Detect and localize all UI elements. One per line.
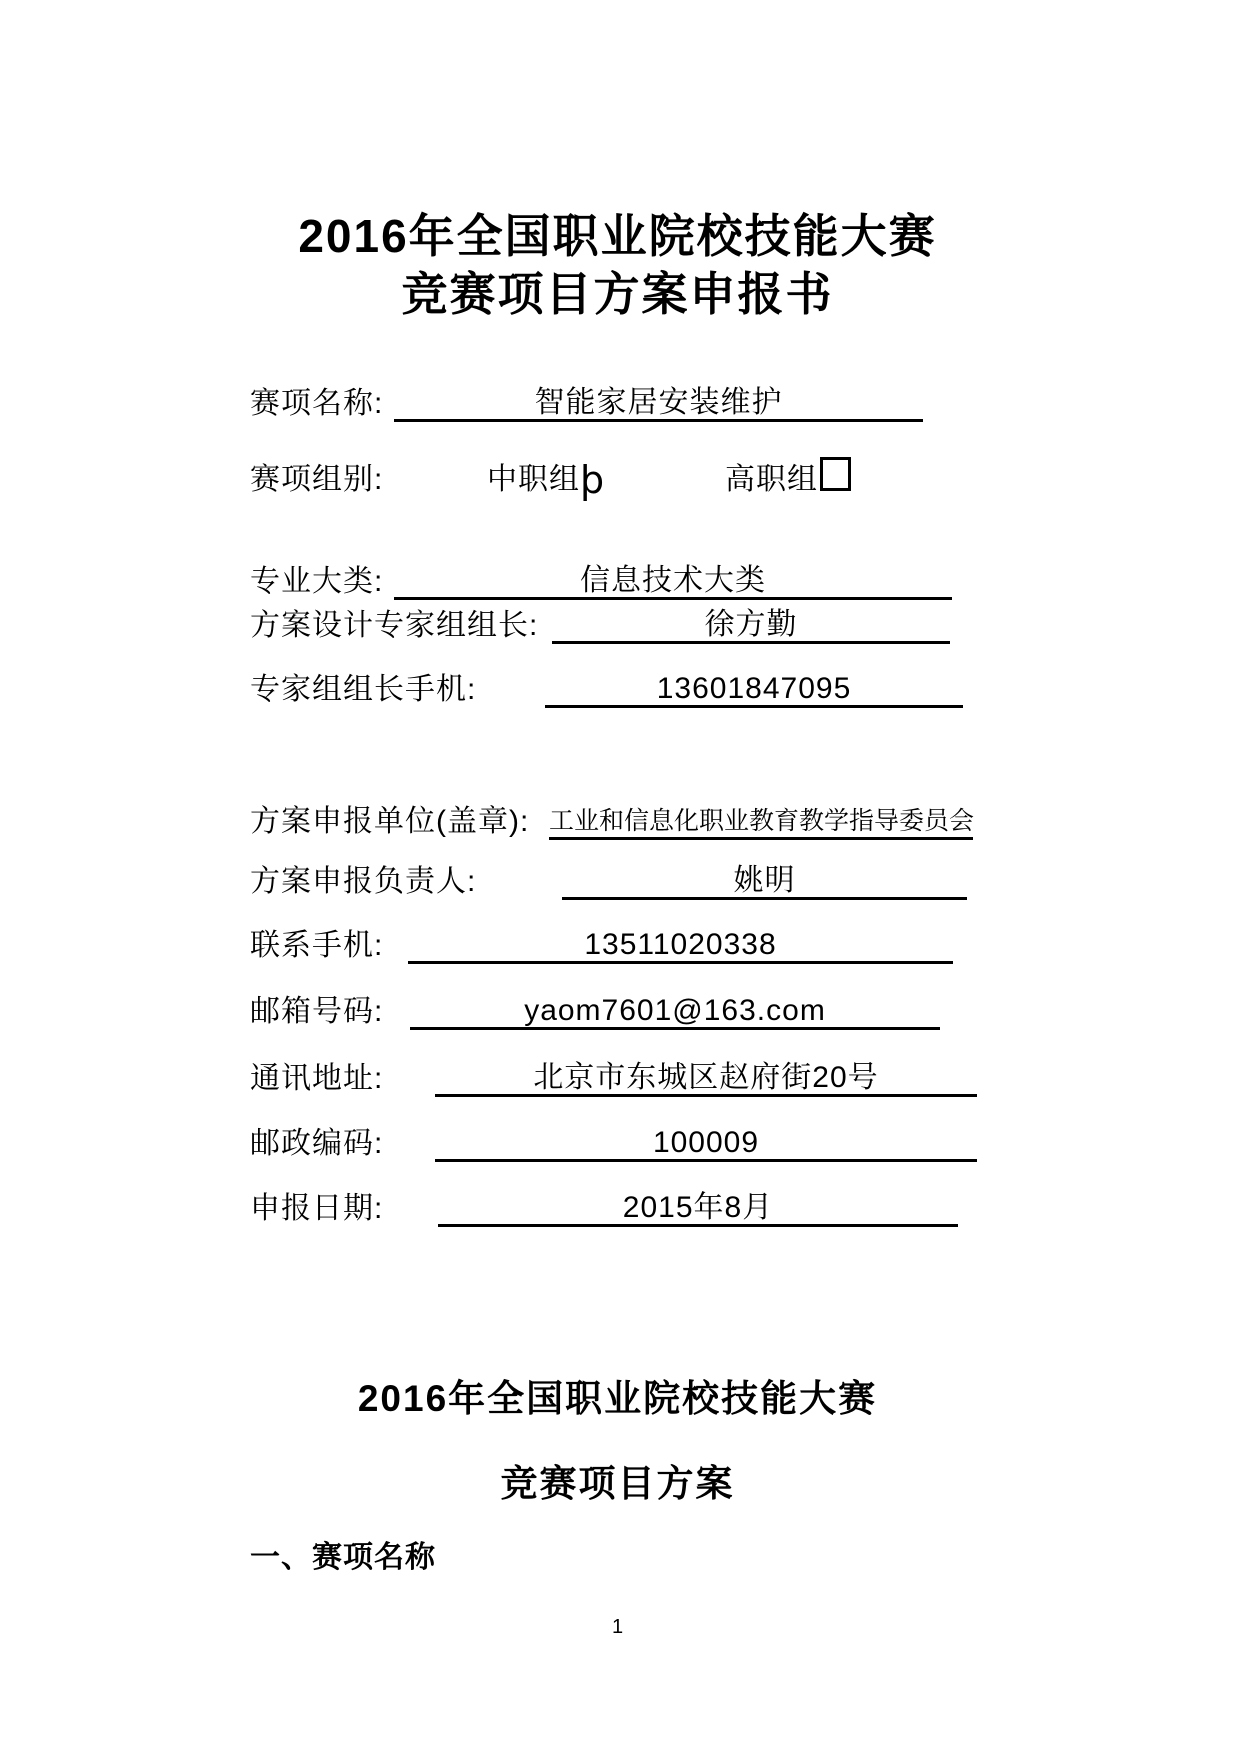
field-row-contact-phone: [0, 924, 1235, 964]
checkbox-checked-glyph: þ: [580, 458, 606, 502]
field-label: 专家组组长手机:: [250, 673, 477, 706]
field-value-underlined: 2015年8月: [438, 1187, 958, 1227]
field-label: 专业大类:: [250, 565, 384, 598]
section-heading-plan: 竞赛项目方案: [500, 1463, 735, 1504]
field-row-postal-code: [0, 1122, 1235, 1162]
field-row-expert-phone: [0, 668, 1235, 708]
field-value-underlined: 姚明: [562, 860, 967, 900]
checkbox-unchecked-icon: [820, 457, 851, 491]
field-row-email: [0, 990, 1235, 1030]
field-row-event-name: [0, 382, 1235, 422]
field-label: 申报日期:: [250, 1192, 384, 1225]
field-label: 邮政编码:: [250, 1127, 384, 1160]
field-value-underlined: 13601847095: [545, 668, 963, 708]
section-heading-contest: 2016年全国职业院校技能大赛: [357, 1378, 878, 1419]
field-row-major-category: [0, 560, 1235, 600]
field-label: 赛项名称:: [250, 387, 384, 420]
group-option-secondary: [487, 454, 606, 502]
page-number: 1: [611, 1616, 624, 1638]
field-row-applicant-person: [0, 860, 1235, 900]
field-value-underlined: 工业和信息化职业教育教学指导委员会: [549, 800, 973, 840]
field-row-expert-leader: [0, 604, 1235, 644]
field-label: 通讯地址:: [250, 1062, 384, 1095]
field-row-event-group: [0, 458, 1235, 502]
document-title-line2: 竞赛项目方案申报书: [401, 268, 834, 320]
field-label: 方案申报负责人:: [250, 865, 477, 898]
field-value-underlined: 北京市东城区赵府街20号: [435, 1057, 977, 1097]
group-option-label: 高职组: [725, 463, 818, 496]
field-value-underlined: 100009: [435, 1122, 977, 1162]
field-value-underlined: 智能家居安装维护: [394, 382, 923, 422]
field-value-underlined: 徐方勤: [552, 604, 950, 644]
field-label: 方案申报单位(盖章):: [250, 805, 530, 838]
group-option-higher: [725, 454, 851, 498]
document-title-line1: 2016年全国职业院校技能大赛: [298, 210, 937, 262]
field-value-underlined: 信息技术大类: [394, 560, 952, 600]
field-value-underlined: 13511020338: [408, 924, 953, 964]
field-label: 联系手机:: [250, 929, 384, 962]
field-label: 邮箱号码:: [250, 995, 384, 1028]
field-row-application-date: [0, 1187, 1235, 1227]
field-row-address: [0, 1057, 1235, 1097]
field-label: 方案设计专家组组长:: [250, 609, 539, 642]
field-label: 赛项组别:: [250, 463, 384, 496]
field-value-underlined: yaom7601@163.com: [410, 990, 940, 1030]
group-option-label: 中职组: [487, 463, 580, 496]
section-item-event-name: 一、赛项名称: [250, 1541, 436, 1574]
field-row-applicant-unit: [0, 800, 1235, 840]
